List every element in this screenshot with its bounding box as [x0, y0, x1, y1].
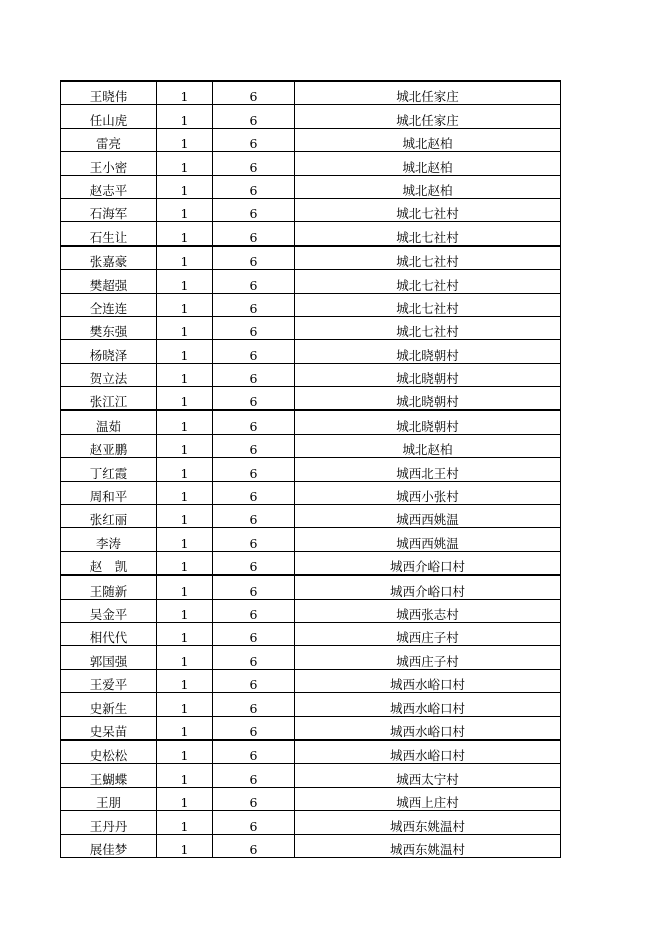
- name-cell: 王丹丹: [61, 811, 157, 834]
- number-cell: 6: [213, 340, 295, 363]
- quantity-cell: 1: [157, 81, 213, 105]
- address-cell: 城北任家庄: [295, 105, 561, 128]
- address-cell: 城西介峪口村: [295, 575, 561, 599]
- number-cell: 6: [213, 834, 295, 857]
- name-cell: 张红丽: [61, 505, 157, 528]
- table-row: [61, 270, 561, 293]
- name-cell: 史松松: [61, 740, 157, 764]
- table-row: [61, 387, 561, 411]
- quantity-cell: 1: [157, 387, 213, 411]
- name-cell: 吴金平: [61, 599, 157, 622]
- address-cell: 城北七社村: [295, 270, 561, 293]
- quantity-cell: 1: [157, 293, 213, 316]
- address-cell: 城北赵柏: [295, 128, 561, 151]
- quantity-cell: 1: [157, 246, 213, 270]
- number-cell: 6: [213, 481, 295, 504]
- address-cell: 城西张志村: [295, 599, 561, 622]
- table-row: [61, 622, 561, 645]
- address-cell: 城北七社村: [295, 198, 561, 221]
- quantity-cell: 1: [157, 505, 213, 528]
- name-cell: 仝连连: [61, 293, 157, 316]
- table-row: [61, 764, 561, 787]
- name-cell: 史新生: [61, 693, 157, 716]
- address-cell: 城北七社村: [295, 316, 561, 339]
- table-row: [61, 222, 561, 246]
- table-row: [61, 128, 561, 151]
- quantity-cell: 1: [157, 363, 213, 386]
- table-row: [61, 152, 561, 175]
- name-cell: 贺立法: [61, 363, 157, 386]
- address-cell: 城西水峪口村: [295, 669, 561, 692]
- number-cell: 6: [213, 716, 295, 740]
- table-row: [61, 316, 561, 339]
- number-cell: 6: [213, 551, 295, 575]
- quantity-cell: 1: [157, 646, 213, 669]
- name-cell: 周和平: [61, 481, 157, 504]
- address-cell: 城北赵柏: [295, 152, 561, 175]
- address-cell: 城西小张村: [295, 481, 561, 504]
- data-table: [60, 80, 561, 858]
- address-cell: 城北任家庄: [295, 81, 561, 105]
- number-cell: 6: [213, 669, 295, 692]
- name-cell: 赵 凯: [61, 551, 157, 575]
- quantity-cell: 1: [157, 669, 213, 692]
- address-cell: 城北七社村: [295, 293, 561, 316]
- name-cell: 雷亮: [61, 128, 157, 151]
- table-row: [61, 740, 561, 764]
- table-row: [61, 834, 561, 857]
- quantity-cell: 1: [157, 693, 213, 716]
- number-cell: 6: [213, 575, 295, 599]
- table-row: [61, 528, 561, 551]
- quantity-cell: 1: [157, 575, 213, 599]
- name-cell: 史呆苗: [61, 716, 157, 740]
- number-cell: 6: [213, 410, 295, 434]
- quantity-cell: 1: [157, 175, 213, 198]
- address-cell: 城北赵柏: [295, 434, 561, 457]
- number-cell: 6: [213, 316, 295, 339]
- number-cell: 6: [213, 222, 295, 246]
- quantity-cell: 1: [157, 481, 213, 504]
- quantity-cell: 1: [157, 340, 213, 363]
- name-cell: 王随新: [61, 575, 157, 599]
- name-cell: 王朋: [61, 787, 157, 810]
- address-cell: 城北晓朝村: [295, 340, 561, 363]
- quantity-cell: 1: [157, 622, 213, 645]
- name-cell: 樊超强: [61, 270, 157, 293]
- name-cell: 石海军: [61, 198, 157, 221]
- number-cell: 6: [213, 599, 295, 622]
- number-cell: 6: [213, 105, 295, 128]
- quantity-cell: 1: [157, 105, 213, 128]
- table-row: [61, 198, 561, 221]
- quantity-cell: 1: [157, 834, 213, 857]
- table-row: [61, 575, 561, 599]
- name-cell: 相代代: [61, 622, 157, 645]
- table-row: [61, 787, 561, 810]
- name-cell: 樊东强: [61, 316, 157, 339]
- address-cell: 城北七社村: [295, 246, 561, 270]
- table-row: [61, 716, 561, 740]
- number-cell: 6: [213, 128, 295, 151]
- address-cell: 城西庄子村: [295, 622, 561, 645]
- name-cell: 王小密: [61, 152, 157, 175]
- number-cell: 6: [213, 152, 295, 175]
- address-cell: 城西水峪口村: [295, 716, 561, 740]
- name-cell: 张江江: [61, 387, 157, 411]
- number-cell: 6: [213, 622, 295, 645]
- quantity-cell: 1: [157, 128, 213, 151]
- address-cell: 城西水峪口村: [295, 740, 561, 764]
- number-cell: 6: [213, 434, 295, 457]
- address-cell: 城西北王村: [295, 458, 561, 481]
- number-cell: 6: [213, 81, 295, 105]
- table-row: [61, 175, 561, 198]
- quantity-cell: 1: [157, 316, 213, 339]
- table-row: [61, 669, 561, 692]
- number-cell: 6: [213, 458, 295, 481]
- number-cell: 6: [213, 646, 295, 669]
- quantity-cell: 1: [157, 764, 213, 787]
- address-cell: 城西太宁村: [295, 764, 561, 787]
- quantity-cell: 1: [157, 551, 213, 575]
- number-cell: 6: [213, 740, 295, 764]
- table-row: [61, 551, 561, 575]
- number-cell: 6: [213, 363, 295, 386]
- table-row: [61, 458, 561, 481]
- table-row: [61, 481, 561, 504]
- name-cell: 石生让: [61, 222, 157, 246]
- number-cell: 6: [213, 175, 295, 198]
- number-cell: 6: [213, 787, 295, 810]
- address-cell: 城北七社村: [295, 222, 561, 246]
- table-body: [61, 81, 561, 857]
- address-cell: 城西介峪口村: [295, 551, 561, 575]
- name-cell: 张嘉豪: [61, 246, 157, 270]
- quantity-cell: 1: [157, 458, 213, 481]
- quantity-cell: 1: [157, 787, 213, 810]
- number-cell: 6: [213, 528, 295, 551]
- address-cell: 城西水峪口村: [295, 693, 561, 716]
- address-cell: 城西西姚温: [295, 505, 561, 528]
- name-cell: 王爱平: [61, 669, 157, 692]
- name-cell: 王晓伟: [61, 81, 157, 105]
- number-cell: 6: [213, 270, 295, 293]
- address-cell: 城西东姚温村: [295, 834, 561, 857]
- table-row: [61, 363, 561, 386]
- quantity-cell: 1: [157, 599, 213, 622]
- table-row: [61, 105, 561, 128]
- quantity-cell: 1: [157, 270, 213, 293]
- name-cell: 李涛: [61, 528, 157, 551]
- table-row: [61, 505, 561, 528]
- quantity-cell: 1: [157, 811, 213, 834]
- table-row: [61, 599, 561, 622]
- address-cell: 城西庄子村: [295, 646, 561, 669]
- number-cell: 6: [213, 505, 295, 528]
- number-cell: 6: [213, 246, 295, 270]
- quantity-cell: 1: [157, 198, 213, 221]
- table-row: [61, 434, 561, 457]
- number-cell: 6: [213, 811, 295, 834]
- quantity-cell: 1: [157, 740, 213, 764]
- name-cell: 赵志平: [61, 175, 157, 198]
- name-cell: 任山虎: [61, 105, 157, 128]
- table-row: [61, 293, 561, 316]
- address-cell: 城西西姚温: [295, 528, 561, 551]
- address-cell: 城西上庄村: [295, 787, 561, 810]
- quantity-cell: 1: [157, 716, 213, 740]
- quantity-cell: 1: [157, 222, 213, 246]
- name-cell: 丁红霞: [61, 458, 157, 481]
- table-row: [61, 410, 561, 434]
- number-cell: 6: [213, 693, 295, 716]
- address-cell: 城北晓朝村: [295, 363, 561, 386]
- name-cell: 杨晓泽: [61, 340, 157, 363]
- address-cell: 城北晓朝村: [295, 410, 561, 434]
- number-cell: 6: [213, 387, 295, 411]
- number-cell: 6: [213, 293, 295, 316]
- table-row: [61, 693, 561, 716]
- address-cell: 城北赵柏: [295, 175, 561, 198]
- quantity-cell: 1: [157, 152, 213, 175]
- name-cell: 展佳梦: [61, 834, 157, 857]
- name-cell: 赵亚鹏: [61, 434, 157, 457]
- table-row: [61, 246, 561, 270]
- address-cell: 城西东姚温村: [295, 811, 561, 834]
- name-cell: 王蝴蝶: [61, 764, 157, 787]
- number-cell: 6: [213, 198, 295, 221]
- table-row: [61, 340, 561, 363]
- number-cell: 6: [213, 764, 295, 787]
- quantity-cell: 1: [157, 528, 213, 551]
- name-cell: 郭国强: [61, 646, 157, 669]
- quantity-cell: 1: [157, 410, 213, 434]
- table-row: [61, 811, 561, 834]
- table-row: [61, 646, 561, 669]
- table-row: [61, 81, 561, 105]
- address-cell: 城北晓朝村: [295, 387, 561, 411]
- quantity-cell: 1: [157, 434, 213, 457]
- name-cell: 温茹: [61, 410, 157, 434]
